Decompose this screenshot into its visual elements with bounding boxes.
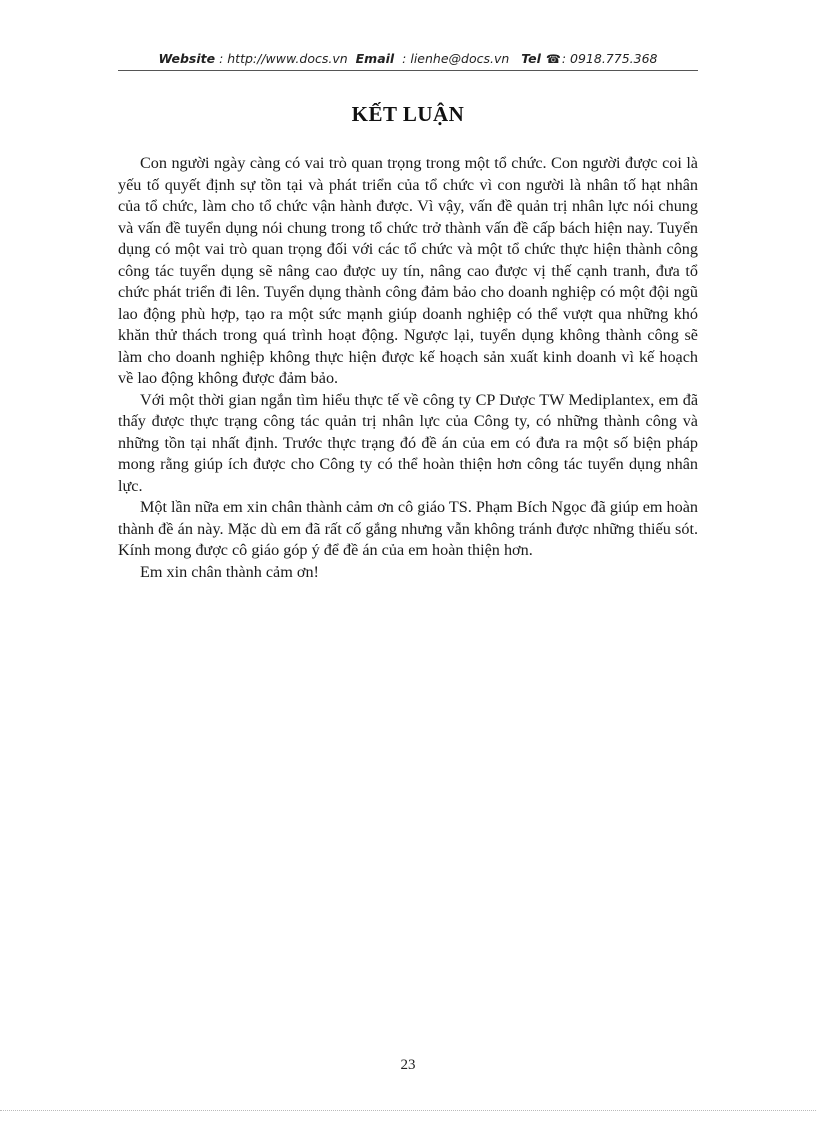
body-text (118, 153, 698, 583)
page-title: KẾT LUẬN (351, 102, 465, 126)
email-address: : lienhe@docs.vn (402, 51, 510, 66)
paragraph: Với một thời gian ngắn tìm hiểu thực tế về công ty CP Dược TW Mediplantex, em đã thấy được thực trạng công tác quản trị nhân lực của Công ty, có những thành công và những tồn tại nhất định. Trước thực trạng đó đề án của em có đưa ra một số biện pháp mong rằng giúp ích được cho Công ty có thể hoàn thiện hơn công tác tuyển dụng nhân lực. (118, 390, 698, 495)
page-bottom-border (0, 1110, 816, 1111)
page-header (118, 51, 698, 66)
page-number: 23 (400, 1057, 416, 1073)
paragraph: Một lần nữa em xin chân thành cảm ơn cô giáo TS. Phạm Bích Ngọc đã giúp em hoàn thành đề án này. Mặc dù em đã rất cố gắng nhưng vẫn không tránh được những thiếu sót. Kính mong được cô giáo góp ý để đề án của em hoàn thiện hơn. (118, 498, 698, 559)
email-label: Email (355, 51, 395, 66)
tel-label: Tel (521, 51, 541, 66)
paragraph: Con người ngày càng có vai trò quan trọng trong một tổ chức. Con người được coi là yếu tố quyết định sự tồn tại và phát triển của tổ chức vì con người là nhân tố hạt nhân của tổ chức, làm cho tổ chức vận hành được. Vì vậy, vấn đề quản trị nhân lực nói chung và vấn đề tuyển dụng nói chung trong tổ chức trở thành vấn đề cấp bách hiện nay. Tuyển dụng có một vai trò quan trọng đối với các tổ chức và một tổ chức thực hiện thành công công tác tuyển dụng sẽ nâng cao được uy tín, nâng cao được vị thế cạnh tranh, đưa tổ chức phát triển đi lên. Tuyển dụng thành công đảm bảo cho doanh nghiệp có một đội ngũ lao động phù hợp, tạo ra một sức mạnh giúp doanh nghiệp có thể vượt qua những khó khăn thử thách trong quá trình hoạt động. Ngược lại, tuyển dụng không thành công sẽ làm cho doanh nghiệp không thực hiện được kế hoạch sản xuất kinh doanh vì kế hoạch về lao động không được đảm bảo. (118, 154, 698, 387)
website-url: : http://www.docs.vn (219, 51, 348, 66)
header-divider (118, 70, 698, 71)
website-label: Website (158, 51, 216, 66)
phone-icon: ☎ (545, 52, 561, 66)
tel-number: : 0918.775.368 (561, 51, 658, 66)
paragraph: Em xin chân thành cảm ơn! (140, 562, 319, 581)
